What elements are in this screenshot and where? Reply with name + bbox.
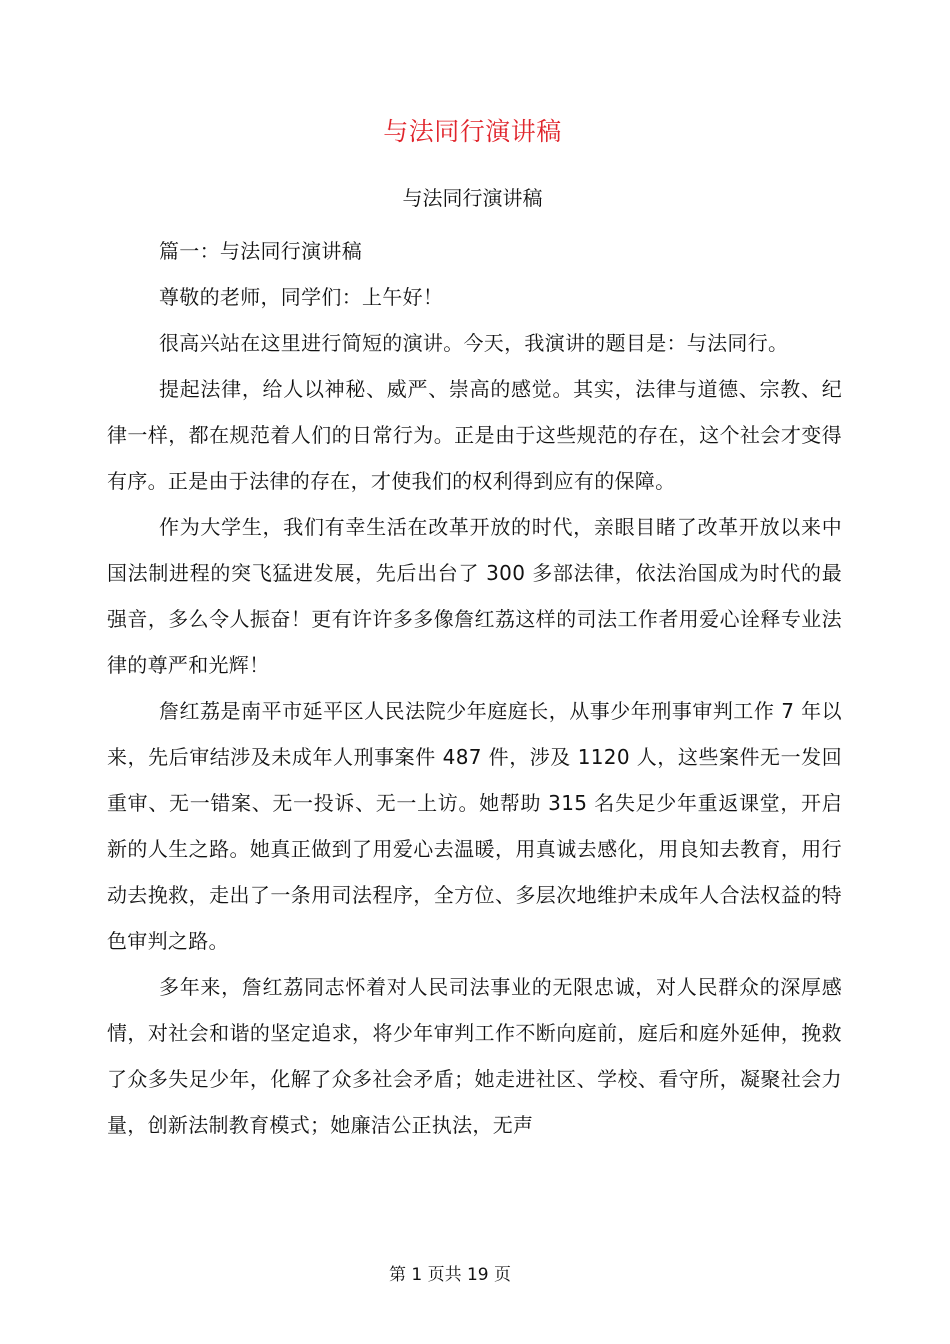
body-paragraph: 作为大学生，我们有幸生活在改革开放的时代，亲眼目睹了改革开放以来中国法制进程的突飞猛进发展，先后出台了 300 多部法律，依法治国成为时代的最强音，多么令人振奋！更有许许多多像詹红荔这样的司法工作者用爱心诠释专业法律的尊严和光辉！ xyxy=(107,515,842,677)
document-title: 与法同行演讲稿 xyxy=(383,117,562,146)
document-subtitle: 与法同行演讲稿 xyxy=(402,186,543,210)
body-paragraph: 多年来，詹红荔同志怀着对人民司法事业的无限忠诚，对人民群众的深厚感情，对社会和谐的坚定追求，将少年审判工作不断向庭前，庭后和庭外延伸，挽救了众多失足少年，化解了众多社会矛盾；她走进社区、学校、看守所，凝聚社会力量，创新法制教育模式；她廉洁公正执法，无声 xyxy=(107,975,842,1137)
document-body xyxy=(107,228,842,1148)
section-heading: 篇一：与法同行演讲稿 xyxy=(159,239,362,263)
body-paragraph: 詹红荔是南平市延平区人民法院少年庭庭长，从事少年刑事审判工作 7 年以来，先后审结涉及未成年人刑事案件 487 件，涉及 1120 人，这些案件无一发回重审、无一错案、无一投诉、无一上访。她帮助 315 名失足少年重返课堂，开启新的人生之路。她真正做到了用爱心去温暖，用真诚去感化，用良知去教育，用行动去挽救，走出了一条用司法程序，全方位、多层次地维护未成年人合法权益的特色审判之路。 xyxy=(107,699,842,953)
body-paragraph: 提起法律，给人以神秘、威严、崇高的感觉。其实，法律与道德、宗教、纪律一样，都在规范着人们的日常行为。正是由于这些规范的存在，这个社会才变得有序。正是由于法律的存在，才使我们的权利得到应有的保障。 xyxy=(107,377,842,493)
page-number-footer: 第 1 页共 19 页 xyxy=(388,1265,512,1285)
body-paragraph: 很高兴站在这里进行简短的演讲。今天，我演讲的题目是：与法同行。 xyxy=(159,331,789,355)
greeting-paragraph: 尊敬的老师，同学们：上午好！ xyxy=(159,285,444,309)
